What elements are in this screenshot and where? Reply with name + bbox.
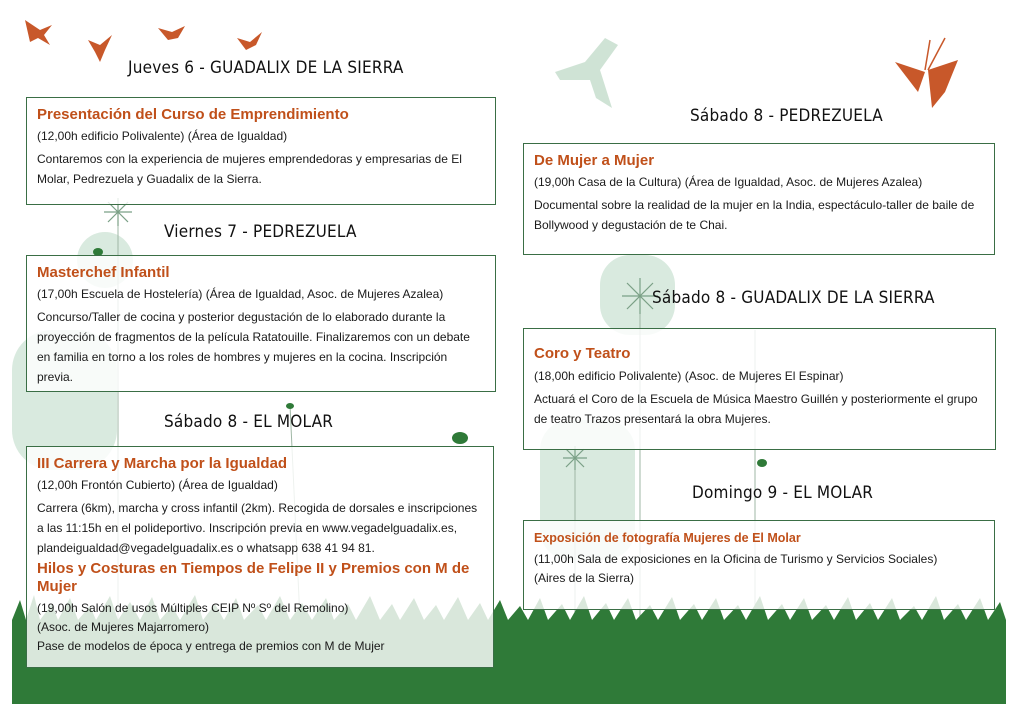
event-description: Actuará el Coro de la Escuela de Música Maestro Guillén y posteriormente el grupo de teatro Trazos presentará la obra Mujeres. bbox=[534, 392, 978, 426]
event-info: (12,00h edificio Polivalente) (Área de Igualdad) bbox=[37, 129, 288, 143]
event-title: III Carrera y Marcha por la Igualdad bbox=[37, 455, 288, 472]
day-heading-viernes: Viernes 7 - PEDREZUELA bbox=[164, 222, 357, 242]
event-title: Presentación del Curso de Emprendimiento bbox=[37, 106, 349, 123]
day-heading-sabado-pedrezuela: Sábado 8 - PEDREZUELA bbox=[690, 106, 883, 126]
event-info: (19,00h Casa de la Cultura) (Área de Igualdad, Asoc. de Mujeres Azalea) bbox=[534, 175, 923, 189]
event-box-exposicion bbox=[523, 520, 995, 610]
event-box-carrera-hilos bbox=[26, 446, 494, 668]
event-info: (18,00h edificio Polivalente) (Asoc. de Mujeres El Espinar) bbox=[534, 369, 844, 383]
event-info-secondary: (Aires de la Sierra) bbox=[534, 571, 635, 585]
event-title: Coro y Teatro bbox=[534, 345, 631, 362]
event-info-secondary: (Asoc. de Mujeres Majarromero) bbox=[37, 620, 210, 634]
day-heading-jueves: Jueves 6 - GUADALIX DE LA SIERRA bbox=[128, 58, 404, 78]
event-box-mujer-a-mujer bbox=[523, 143, 995, 255]
event-box-emprendimiento bbox=[26, 97, 496, 205]
event-description: Pase de modelos de época y entrega de premios con M de Mujer bbox=[37, 639, 385, 653]
event-title: Exposición de fotografía Mujeres de El Molar bbox=[534, 531, 801, 545]
event-info: (12,00h Frontón Cubierto) (Área de Igualdad) bbox=[37, 478, 278, 492]
event-box-coro-teatro bbox=[523, 328, 996, 450]
day-heading-sabado-molar: Sábado 8 - EL MOLAR bbox=[164, 412, 334, 432]
orange-butterfly bbox=[895, 38, 958, 108]
event-title: Hilos y Costuras en Tiempos de Felipe II y Premios con M de Mujer bbox=[37, 560, 470, 595]
event-title: De Mujer a Mujer bbox=[534, 152, 655, 169]
day-heading-sabado-guadalix: Sábado 8 - GUADALIX DE LA SIERRA bbox=[652, 288, 935, 308]
mint-bird bbox=[555, 38, 618, 108]
event-title: Masterchef Infantil bbox=[37, 264, 170, 281]
event-info: (17,00h Escuela de Hostelería) (Área de Igualdad, Asoc. de Mujeres Azalea) bbox=[37, 287, 444, 301]
event-info: (19,00h Salón de usos Múltiples CEIP Nº Sº del Remolino) bbox=[37, 601, 349, 615]
event-box-masterchef bbox=[26, 255, 496, 392]
event-description: Contaremos con la experiencia de mujeres emprendedoras y empresarias de El Molar, Pedrezuela y Guadalix de la Sierra. bbox=[37, 152, 462, 186]
event-description: Documental sobre la realidad de la mujer en la India, espectáculo-taller de baile de Bollywood y degustación de te Chai. bbox=[534, 198, 975, 232]
event-description: Carrera (6km), marcha y cross infantil (2km). Recogida de dorsales e inscripciones a las 11:15h en el polideportivo. Inscripción previa en www.vegadelguadalix.es, plandeigualdad@vegadelguadalix.es o whatsapp 638 41 94 81. bbox=[37, 501, 478, 555]
event-description: Concurso/Taller de cocina y posterior degustación de lo elaborado durante la proyección de fragmentos de la película Ratatouille. Finalizaremos con un debate en familia en torno a los roles de hombres y mujeres en la cocina. Inscripción previa. bbox=[37, 310, 470, 384]
event-info: (11,00h Sala de exposiciones en la Oficina de Turismo y Servicios Sociales) bbox=[534, 552, 938, 566]
orange-birds bbox=[25, 20, 262, 62]
day-heading-domingo: Domingo 9 - EL MOLAR bbox=[692, 483, 874, 503]
